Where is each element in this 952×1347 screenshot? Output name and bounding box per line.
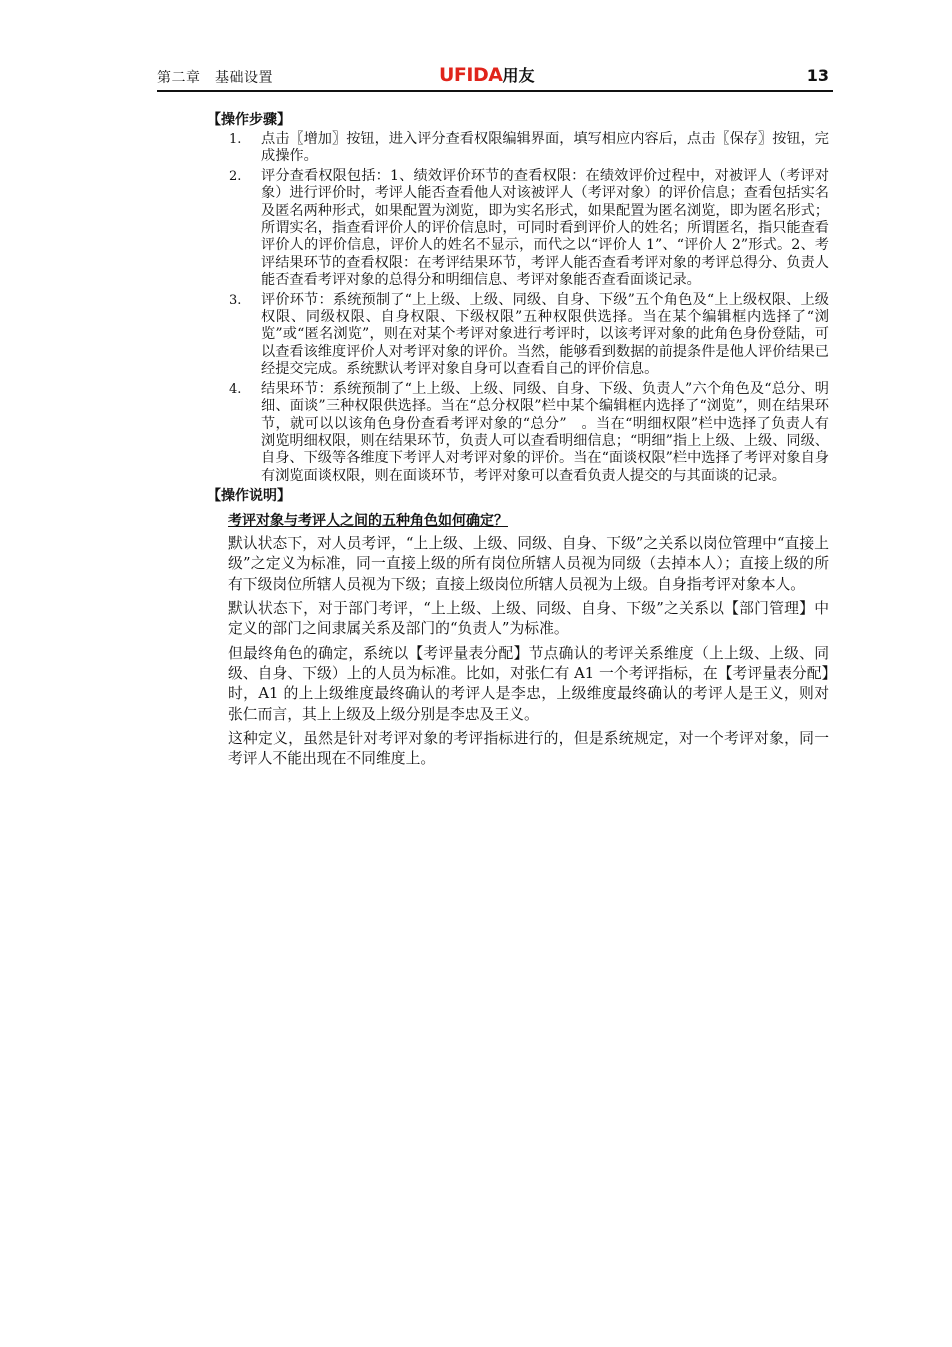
notes-paragraph: 默认状态下，对于部门考评，“上上级、上级、同级、自身、下级”之关系以【部门管理】中定义的部门之间隶属关系及部门的“负责人”为标准。 [228,600,829,638]
notes-paragraph: 但最终角色的确定，系统以【考评量表分配】节点确认的考评关系维度（上上级、上级、同级、自身、下级）上的人员为标准。比如，对张仁有 A1 一个考评指标，在【考评量表分配】时，A1 的上上级维度最终确认的考评人是李忠，上级维度最终确认的考评人是王义，则对张仁而言，其上上级及上级分别是李忠及王义。 [228,644,829,723]
step-text: 结果环节：系统预制了“上上级、上级、同级、自身、下级、负责人”六个角色及“总分、明细、面谈”三种权限供选择。当在“总分权限”栏中某个编辑框内选择了“浏览”，则在结果环节，就可以以该角色身份查看考评对象的“总分” 。当在“明细权限”栏中选择了负责人有浏览明细权限，则在结果环节，负责人可以查看明细信息；“明细”指上上级、上级、同级、自身、下级等各维度下考评人对考评对象的评价。当在“面谈权限”栏中选择了考评对象自身有浏览面谈权限，则在面谈环节，考评对象可以查看负责人提交的与其面谈的记录。 [261,380,829,484]
step-item [207,131,829,166]
step-number: 3. [229,292,242,308]
chapter-title: 第二章 基础设置 [157,70,273,86]
step-text: 评分查看权限包括：1、绩效评价环节的查看权限：在绩效评价过程中，对被评人（考评对象）进行评价时，考评人能否查看他人对该被评人（考评对象）的评价信息；查看包括实名及匿名两种形式，如果配置为浏览，即为实名形式，如果配置为匿名浏览，即为匿名形式；所谓实名，指查看评价人的评价信息时，可同时看到评价人的姓名；所谓匿名，指只能查看评价人的评价信息，评价人的姓名不显示，而代之以“评价人 1”、“评价人 2”形式。2、考评结果环节的查看权限：在考评结果环节，考评人能否查看考评对象的考评总得分、负责人能否查看考评对象的总得分和明细信息、考评对象能否查看面谈记录。 [261,167,829,289]
step-text: 评价环节：系统预制了“上上级、上级、同级、自身、下级”五个角色及“上上级权限、上级权限、同级权限、自身权限、下级权限”五种权限供选择。当在某个编辑框内选择了“浏览”或“匿名浏览”，则在对某个考评对象进行考评时，以该考评对象的此角色身份登陆，可以查看该维度评价人对考评对象的评价。当然，能够看到数据的前提条件是他人评价结果已经提交完成。系统默认考评对象自身可以查看自己的评价信息。 [261,291,829,378]
step-item [207,381,829,485]
notes-paragraph: 这种定义，虽然是针对考评对象的考评指标进行的，但是系统规定，对一个考评对象，同一考评人不能出现在不同维度上。 [228,729,829,768]
page-header [157,62,833,92]
step-item [207,168,829,290]
step-number: 4. [229,381,242,397]
section-title-notes: 【操作说明】 [207,488,291,505]
section-title-steps: 【操作步骤】 [207,112,291,128]
steps-list [207,131,829,485]
page-content [207,111,829,773]
notes-question-heading: 考评对象与考评人之间的五种角色如何确定？ [228,513,508,530]
ufida-logo [439,63,534,86]
step-number: 2. [229,168,242,184]
step-number: 1. [229,132,242,147]
page-number: 13 [806,66,829,85]
step-text: 点击〖增加〗按钮，进入评分查看权限编辑界面，填写相应内容后，点击〖保存〗按钮，完成操作。 [261,131,829,165]
logo-brand-text: UFIDA [439,64,503,86]
logo-cn-text: 用友 [502,66,535,85]
notes-paragraph: 默认状态下，对人员考评，“上上级、上级、同级、自身、下级”之关系以岗位管理中“直接上级”之定义为标准，同一直接上级的所有岗位所辖人员视为同级（去掉本人）；直接上级的所有下级岗位所辖人员视为下级；直接上级岗位所辖人员视为上级。自身指考评对象本人。 [228,535,829,593]
step-item [207,292,829,379]
